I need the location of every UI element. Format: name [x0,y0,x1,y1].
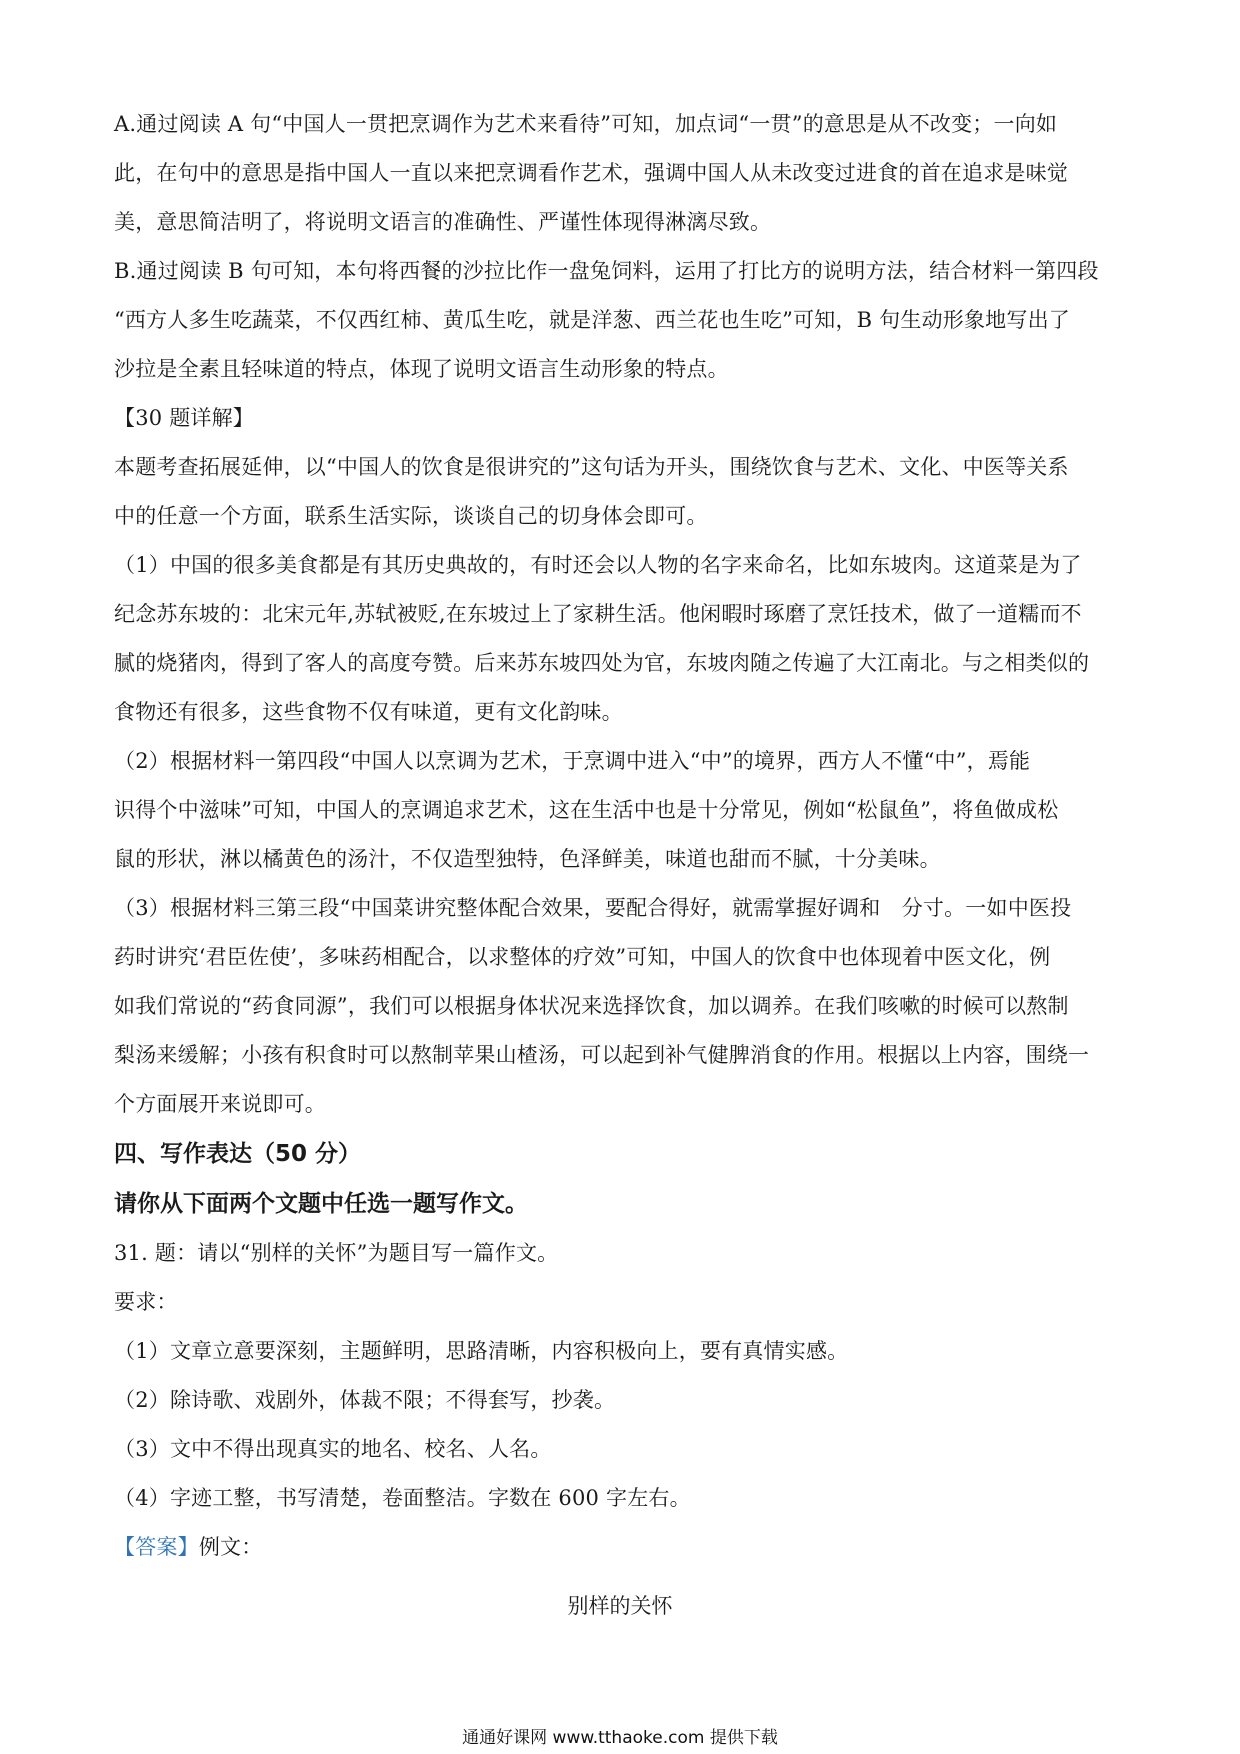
q30-point-2 [114,737,1126,884]
text-line: 如我们常说的“药食同源”，我们可以根据身体状况来选择饮食，加以调养。在我们咳嗽的时候可以熬制 [114,994,1069,1018]
text-line: 中的任意一个方面，联系生活实际，谈谈自己的切身体会即可。 [114,504,708,528]
q30-intro [114,443,1126,541]
requirements-list [114,1327,1126,1523]
section-4-heading: 四、写作表达（50 分） [114,1141,362,1167]
document-content [114,100,1126,1631]
requirements-label: 要求： [114,1290,178,1314]
text-line: B.通过阅读 B 句可知，本句将西餐的沙拉比作一盘兔饲料，运用了打比方的说明方法，结合材料一第四段 [114,259,1099,283]
text-line: 个方面展开来说即可。 [114,1092,326,1116]
text-line: （2）根据材料一第四段“中国人以烹调为艺术，于烹调中进入“中”的境界，西方人不懂“中”，焉能 [114,749,1031,773]
q30-heading: 【30 题详解】 [114,406,254,430]
text-line: 本题考查拓展延伸，以“中国人的饮食是很讲究的”这句话为开头，围绕饮食与艺术、文化、中医等关系 [114,455,1069,479]
requirement-item: （3）文中不得出现真实的地名、校名、人名。 [114,1437,552,1461]
q31-prompt: 31. 题：请以“别样的关怀”为题目写一篇作文。 [114,1241,559,1265]
text-line: 药时讲究‘君臣佐使’，多味药相配合，以求整体的疗效”可知，中国人的饮食中也体现着中医文化，例 [114,945,1051,969]
essay-title: 别样的关怀 [567,1594,673,1618]
text-line: “西方人多生吃蔬菜，不仅西红柿、黄瓜生吃，就是洋葱、西兰花也生吃”可知，B 句生动形象地写出了 [114,308,1070,332]
q30-point-1 [114,541,1126,737]
answer-text: 例文： [198,1535,263,1559]
text-line: 鼠的形状，淋以橘黄色的汤汁，不仅造型独特，色泽鲜美，味道也甜而不腻，十分美味。 [114,847,941,871]
explanation-b [114,247,1126,394]
text-line: 纪念苏东坡的：北宋元年,苏轼被贬,在东坡过上了家耕生活。他闲暇时琢磨了烹饪技术，做了一道糯而不 [114,602,1082,626]
q30-point-3 [114,884,1126,1129]
text-line: 美，意思简洁明了，将说明文语言的准确性、严谨性体现得淋漓尽致。 [114,210,772,234]
page-footer: 通通好课网 www.tthaoke.com 提供下载 [462,1728,778,1748]
text-line: 腻的烧猪肉，得到了客人的高度夸赞。后来苏东坡四处为官，东坡肉随之传遍了大江南北。与之相类似的 [114,651,1090,675]
explanation-a [114,100,1126,247]
text-line: 梨汤来缓解；小孩有积食时可以熬制苹果山楂汤，可以起到补气健脾消食的作用。根据以上内容，围绕一 [114,1043,1090,1067]
text-line: 识得个中滋味”可知，中国人的烹调追求艺术，这在生活中也是十分常见，例如“松鼠鱼”，将鱼做成松 [114,798,1059,822]
text-line: A.通过阅读 A 句“中国人一贯把烹调作为艺术来看待”可知，加点词“一贯”的意思是从不改变；一向如 [114,112,1058,136]
requirement-item: （4）字迹工整，书写清楚，卷面整洁。字数在 600 字左右。 [114,1486,691,1510]
section-4-instruction: 请你从下面两个文题中任选一题写作文。 [114,1191,528,1217]
text-line: 食物还有很多，这些食物不仅有味道，更有文化韵味。 [114,700,623,724]
answer-line [114,1523,1126,1572]
requirement-item: （2）除诗歌、戏剧外，体裁不限；不得套写，抄袭。 [114,1388,616,1412]
text-line: （3）根据材料三第三段“中国菜讲究整体配合效果，要配合得好，就需掌握好调和 分寸。一如中医投 [114,896,1072,920]
text-line: 此，在句中的意思是指中国人一直以来把烹调看作艺术，强调中国人从未改变过进食的首在追求是味觉 [114,161,1068,185]
requirement-item: （1）文章立意要深刻，主题鲜明，思路清晰，内容积极向上，要有真情实感。 [114,1339,849,1363]
text-line: 沙拉是全素且轻味道的特点，体现了说明文语言生动形象的特点。 [114,357,729,381]
answer-tag: 【答案】 [114,1535,199,1559]
text-line: （1）中国的很多美食都是有其历史典故的，有时还会以人物的名字来命名，比如东坡肉。这道菜是为了 [114,553,1082,577]
